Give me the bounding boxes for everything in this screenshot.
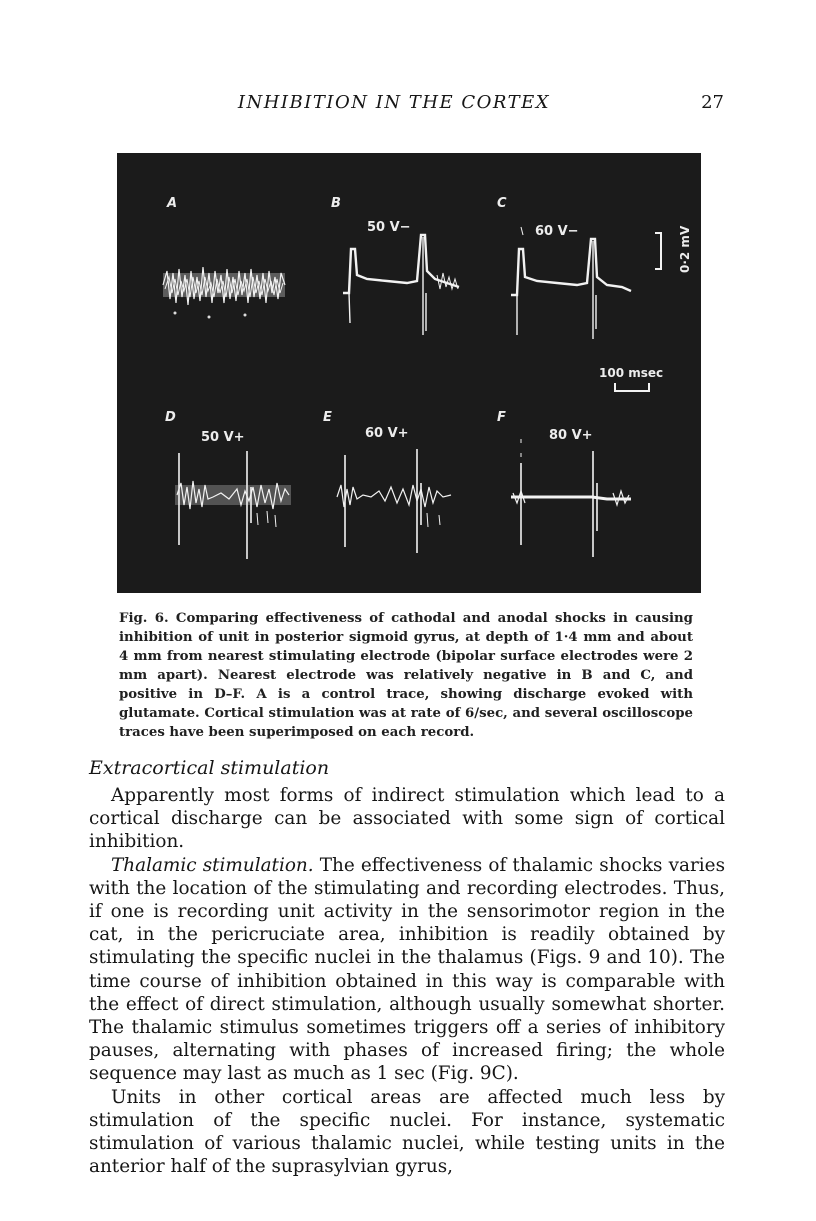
panel-letter-a: A (167, 196, 178, 211)
paragraph-2-text: The effectiveness of thalamic shocks varies with the location of the stimulating and recording electrodes. Thus, if one is recording unit activity in the sensorimotor region in the cat, in the pericruciate area, inhibition is readily obtained by stimulating the specific nuclei in the thalamus (Figs. 9 and 10). The time course of inhibition obtained in this way is comparable with the effect of direct stimulation, although usually somewhat shorter. The thalamic stimulus sometimes triggers off a series of inhibitory pauses, alternating with phases of increased firing; the whole sequence may last as much as 1 sec (Fig. 9C). (89, 854, 726, 1085)
figure-caption-text: Comparing effectiveness of cathodal and anodal shocks in causing inhibition of unit in posterior sigmoid gyrus, at depth of 1·4 mm and about 4 mm from nearest stimulating electrode (bipolar surface electrodes were 2 mm apart). Nearest electrode was relatively negative in B and C, and positive in D–F. A is a control trace, showing discharge evoked with glutamate. Cortical stimulation was at rate of 6/sec, and several oscilloscope traces have been superimposed on each record. (119, 611, 693, 740)
trace-panel-e (337, 449, 451, 553)
voltage-label-b: 50 V− (367, 220, 411, 235)
panel-letter-f: F (497, 410, 506, 425)
voltage-label-c: 60 V− (535, 224, 579, 239)
paragraph-2 (89, 854, 725, 1086)
amplitude-scale-label: 0·2 mV (678, 225, 692, 273)
trace-panel-a (163, 267, 285, 319)
time-scale-label: 100 msec (599, 366, 664, 380)
panel-letter-c: C (497, 196, 507, 211)
voltage-label-d: 50 V+ (201, 430, 245, 445)
panel-letter-e: E (323, 410, 332, 425)
page-number: 27 (701, 92, 724, 113)
panel-letter-d: D (165, 410, 176, 425)
voltage-label-f: 80 V+ (549, 428, 593, 443)
panel-letter-b: B (331, 196, 341, 211)
paragraph-1: Apparently most forms of indirect stimulation which lead to a cortical discharge can be associated with some sign of cortical inhibition. (89, 785, 725, 853)
running-title: INHIBITION IN THE CORTEX (237, 92, 551, 113)
trace-panel-f (511, 439, 631, 557)
figure-caption-label: Fig. 6. (119, 611, 169, 626)
trace-panel-d (175, 451, 291, 559)
time-scale-bar (599, 366, 663, 391)
body-text (89, 784, 725, 1178)
voltage-label-e: 60 V+ (365, 426, 409, 441)
running-head (0, 90, 816, 118)
figure-oscilloscope-records (117, 153, 701, 593)
section-heading: Extracortical stimulation (89, 757, 330, 779)
trace-panel-c (511, 227, 631, 339)
figure-caption (119, 609, 693, 742)
paragraph-3: Units in other cortical areas are affected much less by stimulation of the specific nuclei. For instance, systematic stimulation of various thalamic nuclei, while testing units in the anterior half of the suprasylvian gyrus, (89, 1086, 725, 1178)
trace-panel-b (343, 235, 459, 335)
paragraph-2-lead: Thalamic stimulation. (111, 854, 314, 876)
figure-image (117, 153, 701, 593)
amplitude-scale-bar (655, 225, 692, 273)
